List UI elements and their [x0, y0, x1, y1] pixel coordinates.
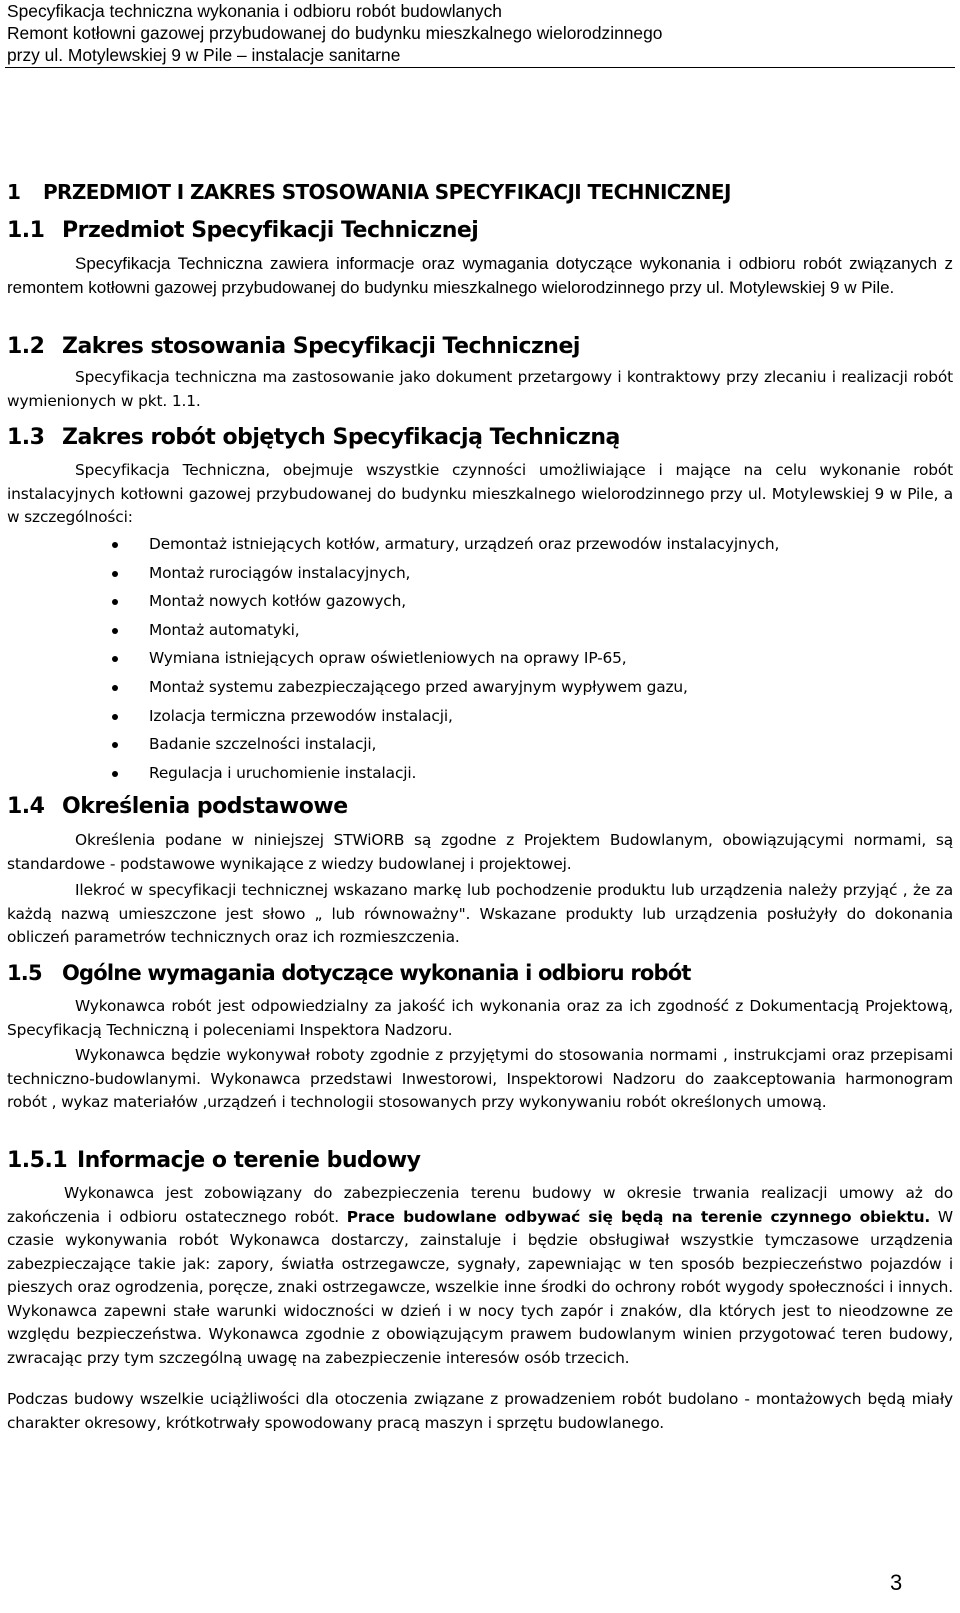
section-1-5-heading: [7, 961, 691, 985]
bullet-icon: [112, 599, 118, 605]
section-1-5-paragraph-1: Wykonawca robót jest odpowiedzialny za jakość ich wykonania oraz za ich zgodność z Dokumentacją Projektową, Specyfikacją Techniczną i poleceniami Inspektora Nadzoru.: [7, 997, 953, 1039]
section-number: 1.4: [7, 794, 45, 819]
list-item: Izolacja termiczna przewodów instalacji,: [0, 702, 946, 731]
running-header: [7, 0, 953, 66]
section-1-2-paragraph: Specyfikacja techniczna ma zastosowanie jako dokument przetargowy i kontraktowy przy zlecaniu i realizacji robót wymienionych w pkt. 1.1.: [7, 368, 953, 410]
bullet-icon: [112, 628, 118, 634]
section-number: 1.2: [7, 334, 45, 359]
section-title: Określenia podstawowe: [62, 794, 348, 819]
section-1-2-heading: [7, 334, 580, 359]
section-number: 1.5: [7, 961, 42, 985]
list-item: Wymiana istniejących opraw oświetleniowych na oprawy IP-65,: [0, 644, 946, 673]
bullet-icon: [112, 714, 118, 720]
bullet-icon: [112, 656, 118, 662]
header-line-1: Specyfikacja techniczna wykonania i odbioru robót budowlanych: [7, 1, 502, 21]
section-1-heading: [7, 180, 731, 204]
section-1-3-heading: [7, 425, 620, 450]
section-number: 1: [7, 180, 21, 204]
section-1-4-heading: [7, 794, 348, 819]
emphasis-text: Prace budowlane odbywać się będą na terenie czynnego obiektu.: [346, 1207, 931, 1226]
section-number: 1.1: [7, 218, 45, 243]
header-line-2: Remont kotłowni gazowej przybudowanej do budynku mieszkalnego wielorodzinnego: [7, 23, 663, 43]
section-1-5-1-paragraph-1: Wykonawca jest zobowiązany do zabezpieczenia terenu budowy w okresie trwania realizacji umowy aż do zakończenia i odbioru ostatecznego robót. Prace budowlane odbywać się będą na terenie czynnego obiektu. W czasie wykonywania robót Wykonawca dostarczy, zainstaluje i będzie obsługiwał wszystkie tymczasowe urządzenia zabezpieczające takie jak: zapory, światła ostrzegawcze, sygnały, zapewniając w ten sposób bezpieczeństwo pojazdów i pieszych oraz ogrodzenia, poręcze, znaki ostrzegawcze, wszelkie inne środki do ochrony robót wygody społeczności i innych. Wykonawca zapewni stałe warunki widoczności w dzień i w nocy tych zapór i znaków, dla których jest to nieodzowne ze względu bezpieczeństwa. Wykonawca zgodnie z obowiązującym prawem budowlanym winien przygotować teren budowy, zwracając przy tym szczególną uwagę na zabezpieczenie interesów osób trzecich.: [7, 1184, 953, 1367]
section-title: Ogólne wymagania dotyczące wykonania i odbioru robót: [62, 961, 691, 985]
list-item: Demontaż istniejących kotłów, armatury, urządzeń oraz przewodów instalacyjnych,: [0, 530, 946, 559]
section-title: Przedmiot Specyfikacji Technicznej: [62, 218, 479, 243]
list-item: Montaż automatyki,: [0, 616, 946, 645]
section-number: 1.5.1: [7, 1148, 68, 1173]
list-item: Montaż rurociągów instalacyjnych,: [0, 559, 946, 588]
section-title: Zakres stosowania Specyfikacji Technicznej: [62, 334, 580, 359]
list-item: Montaż nowych kotłów gazowych,: [0, 587, 946, 616]
header-line-3: przy ul. Motylewskiej 9 w Pile – instalacje sanitarne: [7, 45, 401, 65]
section-1-5-1-paragraph-2: Podczas budowy wszelkie uciążliwości dla otoczenia związane z prowadzeniem robót budolano - montażowych będą miały charakter okresowy, krótkotrwały spowodowany pracą maszyn i sprzętu budowlanego.: [7, 1390, 953, 1432]
section-1-1-paragraph: Specyfikacja Techniczna zawiera informacje oraz wymagania dotyczące wykonania i odbioru robót związanych z remontem kotłowni gazowej przybudowanej do budynku mieszkalnego wielorodzinnego przy ul. Motylewskiej 9 w Pile.: [7, 254, 953, 297]
section-title: Zakres robót objętych Specyfikacją Techniczną: [62, 425, 620, 450]
bullet-icon: [112, 685, 118, 691]
section-title: Informacje o terenie budowy: [77, 1148, 421, 1173]
bullet-icon: [112, 771, 118, 777]
section-1-1-heading: [7, 218, 478, 243]
header-rule: [5, 67, 955, 68]
bullet-icon: [112, 742, 118, 748]
section-number: 1.3: [7, 425, 45, 450]
bullet-icon: [112, 542, 118, 548]
section-1-4-paragraph-2: Ilekroć w specyfikacji technicznej wskazano markę lub pochodzenie produktu lub urządzenia należy przyjąć , że za każdą nazwą umieszczone jest słowo „ lub równoważny". Wskazane produkty lub urządzenia posłużyły do dokonania obliczeń parametrów technicznych oraz ich rozmieszczenia.: [7, 881, 953, 946]
section-1-5-paragraph-2: Wykonawca będzie wykonywał roboty zgodnie z przyjętymi do stosowania normami , instrukcjami oraz przepisami techniczno-budowlanymi. Wykonawca przedstawi Inwestorowi, Inspektorowi Nadzoru do zaakceptowania harmonogram robót , wykaz materiałów ,urządzeń i technologii stosowanych przy wykonywaniu robót określonych umową.: [7, 1046, 953, 1111]
scope-list: [0, 530, 946, 787]
section-1-3-paragraph: Specyfikacja Techniczna, obejmuje wszystkie czynności umożliwiające i mające na celu wykonanie robót instalacyjnych kotłowni gazowej przybudowanej do budynku mieszkalnego wielorodzinnego przy ul. Motylewskiej 9 w Pile, a w szczególności:: [7, 461, 953, 526]
list-item: Badanie szczelności instalacji,: [0, 730, 946, 759]
page-number: 3: [890, 1570, 903, 1595]
list-item: Montaż systemu zabezpieczającego przed awaryjnym wypływem gazu,: [0, 673, 946, 702]
list-item: Regulacja i uruchomienie instalacji.: [0, 759, 946, 788]
section-title: PRZEDMIOT I ZAKRES STOSOWANIA SPECYFIKACJI TECHNICZNEJ: [43, 180, 731, 204]
bullet-icon: [112, 571, 118, 577]
section-1-5-1-heading: [7, 1148, 421, 1173]
section-1-4-paragraph-1: Określenia podane w niniejszej STWiORB są zgodne z Projektem Budowlanym, obowiązującymi normami, są standardowe - podstawowe wynikające z wiedzy budowlanej i projektowej.: [7, 831, 953, 873]
